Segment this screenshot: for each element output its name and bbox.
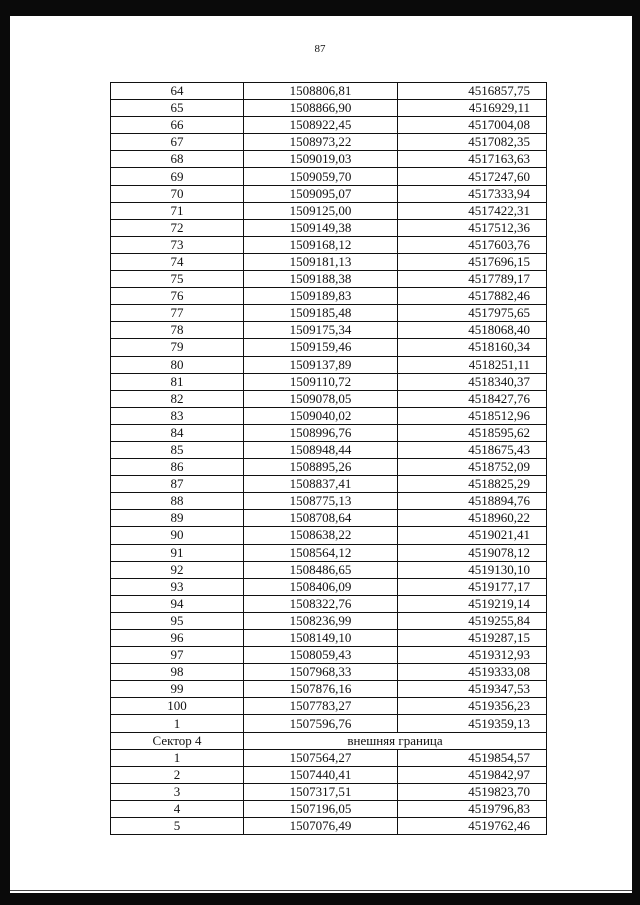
x-coordinate-cell: 1507876,16 (244, 681, 398, 698)
page-bottom-rule (10, 890, 632, 891)
x-coordinate-cell: 1508406,09 (244, 578, 398, 595)
x-coordinate-cell: 1509110,72 (244, 373, 398, 390)
scan-border-right (632, 0, 640, 905)
table-row (111, 390, 547, 407)
table-row (111, 356, 547, 373)
table-row (111, 271, 547, 288)
y-coordinate-cell: 4517422,31 (398, 202, 547, 219)
y-coordinate-cell: 4519177,17 (398, 578, 547, 595)
x-coordinate-cell: 1508564,12 (244, 544, 398, 561)
y-coordinate-cell: 4519842,97 (398, 766, 547, 783)
x-coordinate-cell: 1509188,38 (244, 271, 398, 288)
point-number-cell: 70 (111, 185, 244, 202)
x-coordinate-cell: 1507076,49 (244, 818, 398, 835)
coordinates-table-body (111, 83, 547, 835)
point-number-cell: 100 (111, 698, 244, 715)
y-coordinate-cell: 4518340,37 (398, 373, 547, 390)
x-coordinate-cell: 1509181,13 (244, 253, 398, 270)
x-coordinate-cell: 1507968,33 (244, 664, 398, 681)
x-coordinate-cell: 1509078,05 (244, 390, 398, 407)
point-number-cell: 76 (111, 288, 244, 305)
x-coordinate-cell: 1509040,02 (244, 407, 398, 424)
point-number-cell: 72 (111, 219, 244, 236)
table-row (111, 134, 547, 151)
x-coordinate-cell: 1509159,46 (244, 339, 398, 356)
y-coordinate-cell: 4517789,17 (398, 271, 547, 288)
table-row (111, 236, 547, 253)
point-number-cell: 79 (111, 339, 244, 356)
x-coordinate-cell: 1508059,43 (244, 647, 398, 664)
y-coordinate-cell: 4518512,96 (398, 407, 547, 424)
y-coordinate-cell: 4519021,41 (398, 527, 547, 544)
y-coordinate-cell: 4519359,13 (398, 715, 547, 732)
x-coordinate-cell: 1509149,38 (244, 219, 398, 236)
table-row (111, 305, 547, 322)
x-coordinate-cell: 1507317,51 (244, 783, 398, 800)
table-row (111, 664, 547, 681)
point-number-cell: 78 (111, 322, 244, 339)
point-number-cell: 92 (111, 561, 244, 578)
x-coordinate-cell: 1508837,41 (244, 476, 398, 493)
y-coordinate-cell: 4519312,93 (398, 647, 547, 664)
point-number-cell: 65 (111, 100, 244, 117)
x-coordinate-cell: 1508149,10 (244, 630, 398, 647)
point-number-cell: 93 (111, 578, 244, 595)
point-number-cell: 3 (111, 783, 244, 800)
point-number-cell: 87 (111, 476, 244, 493)
table-row (111, 681, 547, 698)
x-coordinate-cell: 1507564,27 (244, 749, 398, 766)
point-number-cell: 82 (111, 390, 244, 407)
point-number-cell: 98 (111, 664, 244, 681)
table-row (111, 544, 547, 561)
table-row (111, 783, 547, 800)
point-number-cell: 68 (111, 151, 244, 168)
y-coordinate-cell: 4516857,75 (398, 83, 547, 100)
point-number-cell: 99 (111, 681, 244, 698)
table-row (111, 202, 547, 219)
point-number-cell: 69 (111, 168, 244, 185)
x-coordinate-cell: 1509168,12 (244, 236, 398, 253)
x-coordinate-cell: 1508996,76 (244, 424, 398, 441)
point-number-cell: 75 (111, 271, 244, 288)
x-coordinate-cell: 1509189,83 (244, 288, 398, 305)
point-number-cell: 67 (111, 134, 244, 151)
y-coordinate-cell: 4518595,62 (398, 424, 547, 441)
x-coordinate-cell: 1508866,90 (244, 100, 398, 117)
point-number-cell: 89 (111, 510, 244, 527)
y-coordinate-cell: 4518427,76 (398, 390, 547, 407)
point-number-cell: 66 (111, 117, 244, 134)
point-number-cell: 83 (111, 407, 244, 424)
y-coordinate-cell: 4518894,76 (398, 493, 547, 510)
table-row (111, 373, 547, 390)
table-row (111, 288, 547, 305)
y-coordinate-cell: 4518752,09 (398, 459, 547, 476)
table-row (111, 612, 547, 629)
boundary-label-cell: внешняя граница (244, 732, 547, 749)
table-row (111, 715, 547, 732)
y-coordinate-cell: 4517696,15 (398, 253, 547, 270)
x-coordinate-cell: 1508775,13 (244, 493, 398, 510)
table-row (111, 339, 547, 356)
point-number-cell: 86 (111, 459, 244, 476)
table-row (111, 83, 547, 100)
x-coordinate-cell: 1508236,99 (244, 612, 398, 629)
point-number-cell: 88 (111, 493, 244, 510)
x-coordinate-cell: 1508708,64 (244, 510, 398, 527)
x-coordinate-cell: 1508806,81 (244, 83, 398, 100)
x-coordinate-cell: 1509185,48 (244, 305, 398, 322)
point-number-cell: 95 (111, 612, 244, 629)
y-coordinate-cell: 4517004,08 (398, 117, 547, 134)
table-row (111, 527, 547, 544)
table-row (111, 424, 547, 441)
table-row (111, 766, 547, 783)
y-coordinate-cell: 4519219,14 (398, 595, 547, 612)
point-number-cell: 5 (111, 818, 244, 835)
y-coordinate-cell: 4519762,46 (398, 818, 547, 835)
x-coordinate-cell: 1508895,26 (244, 459, 398, 476)
y-coordinate-cell: 4519130,10 (398, 561, 547, 578)
y-coordinate-cell: 4518825,29 (398, 476, 547, 493)
sector-header-row (111, 732, 547, 749)
scan-border-left (0, 0, 10, 905)
table-row (111, 595, 547, 612)
table-row (111, 117, 547, 134)
y-coordinate-cell: 4519255,84 (398, 612, 547, 629)
y-coordinate-cell: 4516929,11 (398, 100, 547, 117)
x-coordinate-cell: 1508922,45 (244, 117, 398, 134)
y-coordinate-cell: 4519287,15 (398, 630, 547, 647)
sector-name-cell: Сектор 4 (111, 732, 244, 749)
y-coordinate-cell: 4519333,08 (398, 664, 547, 681)
table-row (111, 561, 547, 578)
y-coordinate-cell: 4517512,36 (398, 219, 547, 236)
point-number-cell: 71 (111, 202, 244, 219)
x-coordinate-cell: 1508486,65 (244, 561, 398, 578)
table-row (111, 459, 547, 476)
y-coordinate-cell: 4518675,43 (398, 441, 547, 458)
table-row (111, 185, 547, 202)
x-coordinate-cell: 1508973,22 (244, 134, 398, 151)
table-row (111, 578, 547, 595)
y-coordinate-cell: 4517333,94 (398, 185, 547, 202)
y-coordinate-cell: 4517603,76 (398, 236, 547, 253)
y-coordinate-cell: 4517082,35 (398, 134, 547, 151)
y-coordinate-cell: 4517247,60 (398, 168, 547, 185)
table-row (111, 510, 547, 527)
point-number-cell: 97 (111, 647, 244, 664)
coordinates-table (110, 82, 547, 835)
y-coordinate-cell: 4517975,65 (398, 305, 547, 322)
table-row (111, 253, 547, 270)
table-row (111, 800, 547, 817)
y-coordinate-cell: 4518960,22 (398, 510, 547, 527)
x-coordinate-cell: 1508948,44 (244, 441, 398, 458)
y-coordinate-cell: 4518068,40 (398, 322, 547, 339)
x-coordinate-cell: 1508638,22 (244, 527, 398, 544)
scan-border-top (0, 0, 640, 16)
point-number-cell: 94 (111, 595, 244, 612)
x-coordinate-cell: 1507440,41 (244, 766, 398, 783)
point-number-cell: 73 (111, 236, 244, 253)
point-number-cell: 80 (111, 356, 244, 373)
x-coordinate-cell: 1507196,05 (244, 800, 398, 817)
point-number-cell: 77 (111, 305, 244, 322)
table-row (111, 698, 547, 715)
y-coordinate-cell: 4517882,46 (398, 288, 547, 305)
point-number-cell: 1 (111, 749, 244, 766)
page-number: 87 (314, 43, 326, 55)
x-coordinate-cell: 1509095,07 (244, 185, 398, 202)
x-coordinate-cell: 1509125,00 (244, 202, 398, 219)
point-number-cell: 84 (111, 424, 244, 441)
x-coordinate-cell: 1507596,76 (244, 715, 398, 732)
table-row (111, 818, 547, 835)
table-row (111, 630, 547, 647)
table-row (111, 749, 547, 766)
table-row (111, 168, 547, 185)
y-coordinate-cell: 4519796,83 (398, 800, 547, 817)
y-coordinate-cell: 4519854,57 (398, 749, 547, 766)
x-coordinate-cell: 1509019,03 (244, 151, 398, 168)
table-row (111, 322, 547, 339)
table-row (111, 441, 547, 458)
table-row (111, 100, 547, 117)
table-row (111, 407, 547, 424)
x-coordinate-cell: 1509175,34 (244, 322, 398, 339)
scan-border-bottom (0, 893, 640, 905)
point-number-cell: 81 (111, 373, 244, 390)
y-coordinate-cell: 4519347,53 (398, 681, 547, 698)
x-coordinate-cell: 1509137,89 (244, 356, 398, 373)
point-number-cell: 85 (111, 441, 244, 458)
x-coordinate-cell: 1508322,76 (244, 595, 398, 612)
table-row (111, 647, 547, 664)
point-number-cell: 2 (111, 766, 244, 783)
y-coordinate-cell: 4517163,63 (398, 151, 547, 168)
x-coordinate-cell: 1507783,27 (244, 698, 398, 715)
table-row (111, 493, 547, 510)
y-coordinate-cell: 4519078,12 (398, 544, 547, 561)
point-number-cell: 4 (111, 800, 244, 817)
point-number-cell: 74 (111, 253, 244, 270)
point-number-cell: 1 (111, 715, 244, 732)
y-coordinate-cell: 4518160,34 (398, 339, 547, 356)
y-coordinate-cell: 4519356,23 (398, 698, 547, 715)
point-number-cell: 64 (111, 83, 244, 100)
point-number-cell: 91 (111, 544, 244, 561)
y-coordinate-cell: 4518251,11 (398, 356, 547, 373)
point-number-cell: 90 (111, 527, 244, 544)
table-row (111, 476, 547, 493)
table-row (111, 151, 547, 168)
table-row (111, 219, 547, 236)
x-coordinate-cell: 1509059,70 (244, 168, 398, 185)
y-coordinate-cell: 4519823,70 (398, 783, 547, 800)
point-number-cell: 96 (111, 630, 244, 647)
